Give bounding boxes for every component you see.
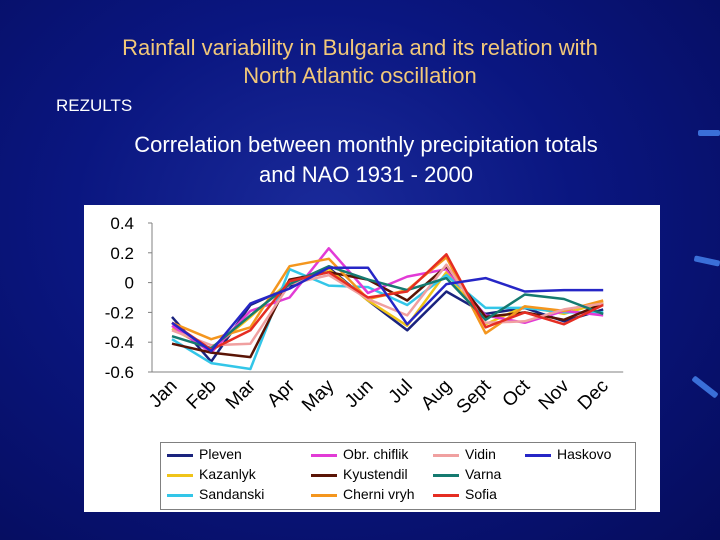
x-tick-label: Nov: [534, 375, 574, 415]
x-tick-label: Dec: [573, 375, 613, 415]
decorative-bar: [694, 255, 720, 266]
legend-swatch: [167, 494, 193, 497]
legend-swatch: [167, 474, 193, 477]
legend-swatch: [433, 454, 459, 457]
x-tick-label: Jan: [145, 375, 182, 413]
chart-legend: [160, 442, 636, 510]
section-label: REZULTS: [56, 96, 133, 115]
decorative-bar: [698, 130, 720, 136]
legend-swatch: [311, 494, 337, 497]
y-tick-label: 0.2: [110, 243, 134, 263]
legend-swatch: [311, 474, 337, 477]
y-tick-label: 0: [124, 273, 134, 293]
legend-label: Cherni vryh: [343, 486, 415, 502]
x-tick-label: Apr: [263, 375, 300, 412]
legend-label: Pleven: [199, 446, 242, 462]
chart-panel: [84, 205, 660, 512]
title-line-2: North Atlantic oscillation: [243, 63, 477, 88]
legend-label: Kyustendil: [343, 466, 408, 482]
legend-label: Varna: [465, 466, 502, 482]
x-tick-label: Jul: [384, 375, 417, 408]
legend-swatch: [433, 474, 459, 477]
x-tick-label: Feb: [182, 375, 221, 414]
y-tick-label: -0.2: [104, 303, 134, 323]
legend-label: Kazanlyk: [199, 466, 256, 482]
x-tick-label: Sept: [452, 375, 496, 419]
legend-label: Haskovo: [557, 446, 612, 462]
y-tick-label: 0.4: [110, 214, 134, 233]
x-tick-label: Oct: [498, 375, 535, 412]
legend-swatch: [433, 494, 459, 497]
y-tick-label: -0.4: [104, 333, 134, 353]
legend-swatch: [311, 454, 337, 457]
series-line-vidin: [172, 265, 603, 346]
x-tick-label: May: [298, 375, 339, 416]
slide-title: [40, 34, 680, 90]
legend-label: Vidin: [465, 446, 496, 462]
legend-label: Sandanski: [199, 486, 265, 502]
legend-swatch: [167, 454, 193, 457]
x-tick-label: Jun: [341, 375, 378, 413]
subtitle-line-2: and NAO 1931 - 2000: [258, 162, 474, 187]
title-line-1: Rainfall variability in Bulgaria and its relation with: [122, 35, 598, 60]
y-tick-label: -0.6: [104, 363, 134, 382]
legend-label: Sofia: [465, 486, 497, 502]
subtitle-line-1: Correlation between monthly precipitation totals: [134, 132, 598, 157]
x-tick-label: Aug: [417, 375, 456, 415]
legend-label: Obr. chiflik: [343, 446, 409, 462]
x-tick-label: Mar: [221, 375, 260, 414]
legend-swatch: [525, 454, 551, 457]
chart-subtitle: [60, 130, 672, 190]
series-line-sofia: [172, 254, 603, 349]
decorative-bar: [691, 375, 718, 398]
